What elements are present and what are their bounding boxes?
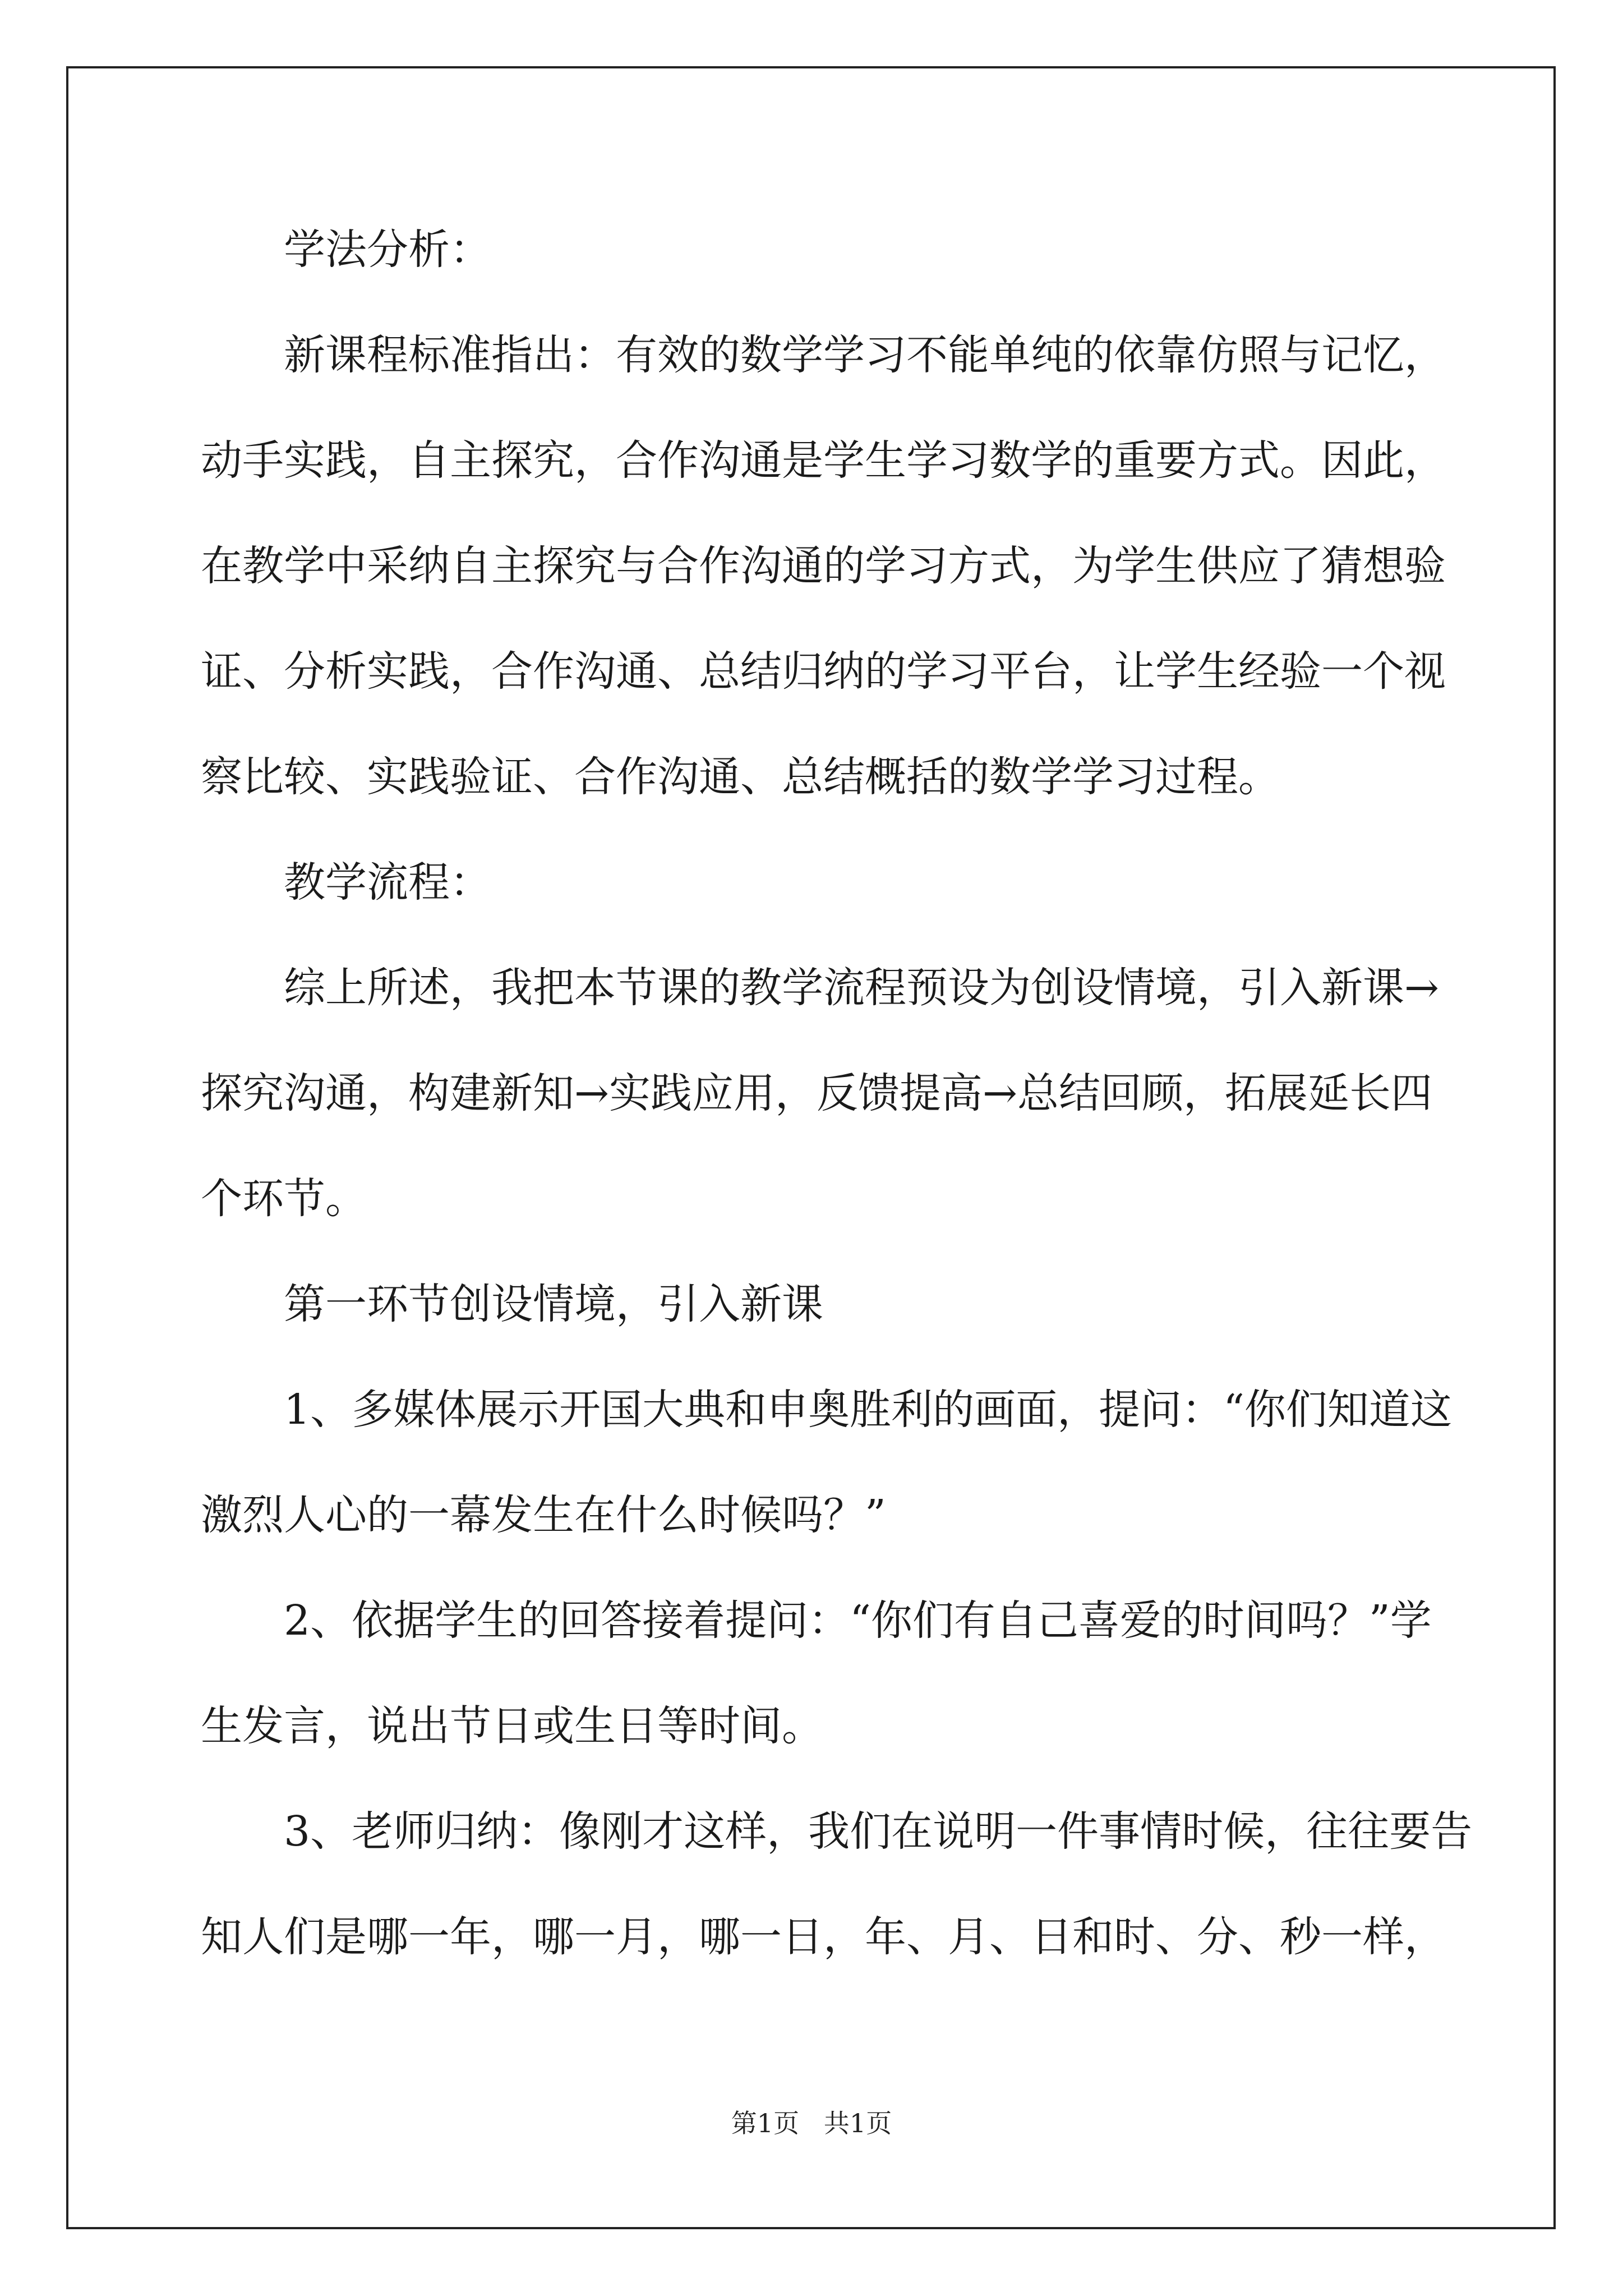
paragraph-line: 激烈人心的一幕发生在什么时候吗？” xyxy=(201,1491,886,1539)
paragraph-line: 1、多媒体展示开国大典和申奥胜利的画面，提问：“你们知道这 xyxy=(284,1386,1452,1434)
paragraph-line: 探究沟通，构建新知→实践应用，反馈提高→总结回顾，拓展延长四 xyxy=(201,1069,1433,1117)
paragraph-line: 知人们是哪一年，哪一月，哪一日，年、月、日和时、分、秒一样， xyxy=(201,1913,1446,1961)
page-border xyxy=(66,66,1556,2229)
page-footer: 第1页 共1页 xyxy=(731,2108,892,2138)
paragraph-line: 察比较、实践验证、合作沟通、总结概括的数学学习过程。 xyxy=(201,753,1280,801)
heading-section-one: 第一环节创设情境，引入新课 xyxy=(284,1280,823,1328)
paragraph-line: 综上所述，我把本节课的教学流程预设为创设情境，引入新课→ xyxy=(284,964,1440,1012)
paragraph-line: 3、老师归纳：像刚才这样，我们在说明一件事情时候，往往要告 xyxy=(284,1807,1473,1856)
paragraph-line: 新课程标准指出：有效的数学学习不能单纯的依靠仿照与记忆， xyxy=(284,331,1446,379)
paragraph-line: 2、依据学生的回答接着提问：“你们有自己喜爱的时间吗？”学 xyxy=(284,1596,1432,1645)
paragraph-line: 动手实践，自主探究，合作沟通是学生学习数学的重要方式。因此， xyxy=(201,436,1446,485)
heading-study-method: 学法分析： xyxy=(284,226,491,274)
paragraph-line: 在教学中采纳自主探究与合作沟通的学习方式，为学生供应了猜想验 xyxy=(201,542,1446,590)
heading-teaching-flow: 教学流程： xyxy=(284,858,491,907)
paragraph-line: 证、分析实践，合作沟通、总结归纳的学习平台，让学生经验一个视 xyxy=(201,647,1446,696)
paragraph-line: 个环节。 xyxy=(201,1175,367,1223)
paragraph-line: 生发言，说出节日或生日等时间。 xyxy=(201,1702,823,1750)
